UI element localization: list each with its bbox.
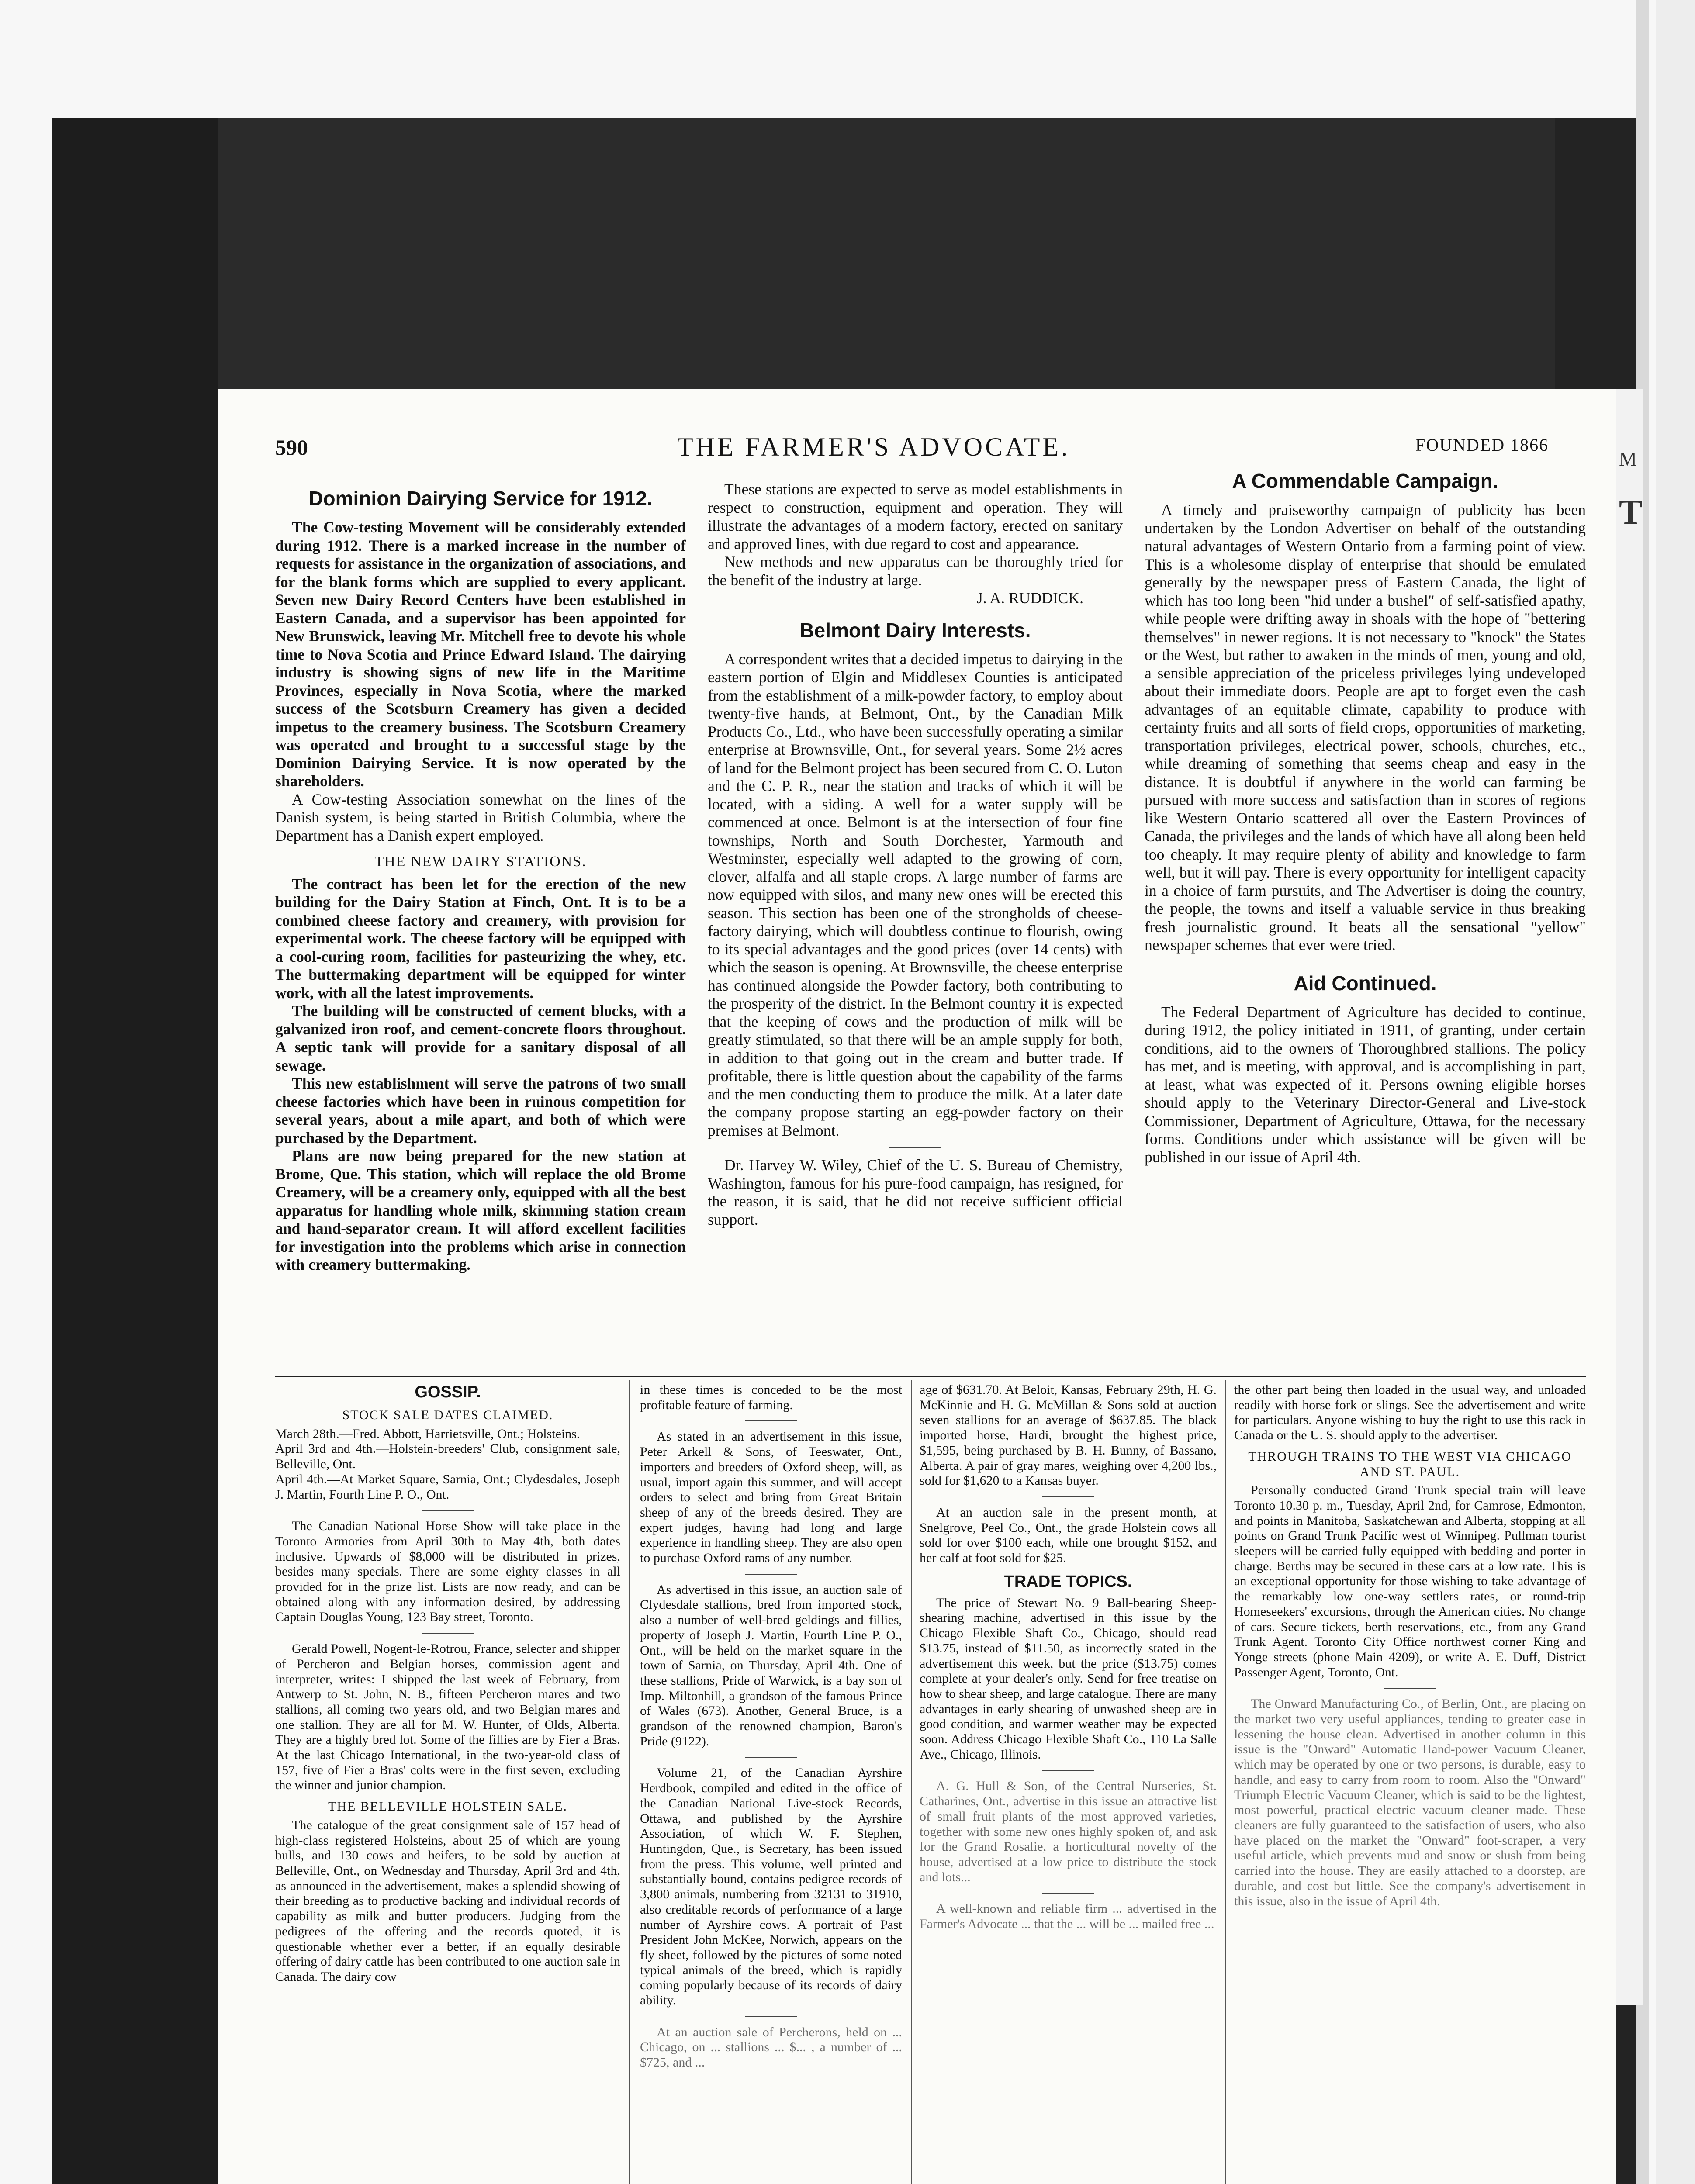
article-paragraph: A well-known and reliable firm ... advertised in the Farmer's Advocate ... that the ... will be ... mailed free ... — [920, 1901, 1217, 1932]
article-belmont-dairy — [708, 480, 1123, 1229]
article-paragraph: At an auction sale in the present month, at Snelgrove, Peel Co., Ont., the grade Holstein cows all sold for over $100 each, while one brought $152, and her calf at foot sold for $25. — [920, 1505, 1217, 1565]
separator-rule — [1042, 1893, 1094, 1894]
film-border-left — [52, 118, 218, 2184]
adjacent-page-fragment — [1616, 389, 1643, 2005]
page-number: 590 — [275, 435, 308, 460]
separator-rule — [745, 1420, 797, 1421]
article-paragraph: Personally conducted Grand Trunk special train will leave Toronto 10.30 p. m., Tuesday, April 2nd, for Camrose, Edmonton, and points in Manitoba, Saskatchewan and Alberta, stopping at all points on Grand Trunk Pacific west of Winnipeg. Pullman tourist sleepers will be carried fully equipped with bedding and porter in charge. Berths may be secured in these cars at a low rate. This is an exceptional opportunity for those wishing to take advantage of the remarkably low one-way settlers rates, or round-trip Homeseekers' excursions, through the American cities. No change of cars. Secure tickets, berth reservations, etc., from any Grand Trunk Agent. Toronto City Office northwest corner King and Yonge streets (phone Main 4209), or write A. E. Duff, District Passenger Agent, Toronto, Ont. — [1234, 1483, 1586, 1679]
section-divider — [275, 1376, 1586, 1377]
separator-rule — [422, 1510, 474, 1511]
article-paragraph: The Onward Manufacturing Co., of Berlin, Ont., are placing on the market two very useful appliances, tending to greater ease in lessening the house clean. Advertised in another column in this issue is the "Onward" Automatic Hand-power Vacuum Cleaner, which may be operated by one or two persons, is durable, easy to handle, and easy to carry from room to room. Also the "Onward" Triumph Electric Vacuum Cleaner, which is said to be the lightest, most powerful, practical electric vacuum cleaner made. These cleaners are fully guaranteed to the satisfaction of users, who also have placed on the market the "Onward" foot-scraper, a very useful article, which prevents mud and snow or slush from being carried into the house. They are easily attached to a doorstep, are durable, and cost but little. See the company's advertisement in this issue, also in the issue of April 4th. — [1234, 1697, 1586, 1908]
adjacent-fragment-2: T — [1619, 493, 1643, 532]
author-signature: J. A. RUDDICK. — [976, 589, 1083, 607]
article-paragraph: The price of Stewart No. 9 Ball-bearing Sheep-shearing machine, advertised in this issue by the Chicago Flexible Shaft Co., Chicago, should read $13.75, instead of $11.50, as incorrectly stated in the advertisement this week, but the price ($13.75) comes complete at your dealer's only. Send for free treatise on how to shear sheep, and large catalogue. There are many advantages in early shearing of unwashed sheep are in good condition, and warmer weather may be expected soon. Address Chicago Flexible Shaft Co., 110 La Salle Ave., Chicago, Illinois. — [920, 1595, 1217, 1762]
article-paragraph: The contract has been let for the erection of the new building for the Dairy Station at Finch, Ont. It is to be a combined cheese factory and creamery, with provision for experimental work. The cheese factory will be equipped with a cool-curing room, facilities for pasteurizing the whey, etc. The buttermaking department will be equipped for winter work, with all the latest improvements. — [275, 875, 686, 1002]
sale-date-item: April 4th.—At Market Square, Sarnia, Ont.; Clydesdales, Joseph J. Martin, Fourth Line P. O., Ont. — [275, 1472, 620, 1502]
article-heading: Aid Continued. — [1294, 971, 1437, 995]
article-paragraph: The Federal Department of Agriculture has decided to continue, during 1912, the policy initiated in 1911, of granting, under certain conditions, aid to the owners of Thoroughbred stallions. The policy has met, and is meeting, with approval, and is accomplishing in part, at least, what was expected of it. Persons owning eligible horses should apply to the Veterinary Director-General and Live-stock Commissioner, Department of Agriculture, Ottawa, for the necessary forms. Conditions under which assistance will be given will be published in our issue of April 4th. — [1145, 1003, 1586, 1166]
newspaper-title: THE FARMER'S ADVOCATE. — [677, 432, 1071, 461]
adjacent-fragment-1: M — [1619, 448, 1637, 470]
article-paragraph: Plans are now being prepared for the new station at Brome, Que. This station, which will replace the old Brome Creamery, will be a creamery only, equipped with all the best apparatus for handling whole milk, skimming station cream and hand-separator cream. It will afford excellent facilities for investigation into the problems which arise in connection with creamery buttermaking. — [275, 1147, 686, 1273]
section-subheading: THE BELLEVILLE HOLSTEIN SALE. — [328, 1799, 567, 1814]
separator-rule — [745, 1574, 797, 1575]
section-subheading: THROUGH TRAINS TO THE WEST VIA CHICAGO AND ST. PAUL. — [1248, 1449, 1572, 1479]
film-border-top — [52, 118, 1634, 389]
article-commendable-campaign — [1145, 470, 1586, 1166]
article-paragraph: This new establishment will serve the patrons of two small cheese factories which have been in ruinous competition for several years, about a mile apart, and both of which were purchased by the Department. — [275, 1075, 686, 1147]
separator-rule — [889, 1147, 941, 1148]
article-heading: Dominion Dairying Service for 1912. — [308, 487, 653, 510]
article-paragraph: The building will be constructed of cement blocks, with a galvanized iron roof, and cement-concrete floors throughout. A septic tank will provide for a sanitary disposal of all sewage. — [275, 1002, 686, 1074]
trade-topics-column — [920, 1382, 1217, 1932]
article-paragraph: A timely and praiseworthy campaign of publicity has been undertaken by the London Advertiser on behalf of the outstanding natural advantages of Western Ontario from a farming point of view. This is a wholesome display of enterprise that should be emulated generally by the newspaper press of Eastern Canada, the light of which has too long been "hid under a bushel" of self-satisfied apathy, while people were drifting away in shoals with the hope of "bettering themselves" in newer regions. It is not necessary to "knock" the States or the West, but rather to awaken in the minds of men, young and old, a sensible appreciation of the priceless privileges lying undeveloped about their immediate doors. People are apt to forget even the cash advantages of an equitable climate, capability to produce with certainty fruits and all sorts of field crops, opportunities of marketing, transportation privileges, electrical power, schools, churches, etc., while dreaming of something that seems cheap and easy in the distance. It is doubtful if anywhere in the world can farming be pursued with more success and satisfaction than in scores of regions like Western Ontario scattered all over the Eastern Provinces of Canada, the privileges and the lands of which have all along been held too cheaply. It may require plenty of ability and knowledge to farm well, but it will pay. There is every opportunity for intelligent capacity in a choice of farm pursuits, and The Advertiser is doing the country, the people, the towns and itself a valuable service in thus breaking fresh journalistic ground. It beats all the sensational "yellow" newspaper schemes that ever were tried. — [1145, 501, 1586, 954]
article-paragraph: Gerald Powell, Nogent-le-Rotrou, France, selecter and shipper of Percheron and Belgian horses, commission agent and interpreter, writes: I shipped the last week of February, from Antwerp to St. John, N. B., fifteen Percheron mares and two stallions, all coming two years old, and two Belgian mares and one stallion. They are all for M. W. Hunter, of Olds, Alberta. They are a highly bred lot. Some of the fillies are by Fier a Bras. At the last Chicago International, in the two-year-old class of 157, five of Fier a Bras' colts were in the first seven, excluding the winner and junior champion. — [275, 1641, 620, 1793]
article-dairying-service — [275, 487, 686, 1274]
article-paragraph: in these times is conceded to be the most profitable feature of farming. — [640, 1382, 902, 1412]
separator-rule — [1042, 1770, 1094, 1771]
article-paragraph: A correspondent writes that a decided impetus to dairying in the eastern portion of Elgin and Middlesex Counties is anticipated from the establishment of a milk-powder factory, to employ about twenty-five hands, at Belmont, Ont., by the Canadian Milk Products Co., Ltd., who have been successfully operating a similar enterprise at Brownsville, Ont., for several years. Some 2½ acres of land for the Belmont project has been secured from C. O. Luton and the C. P. R., near the station and tracks of which it will be located, with a siding. A well for a water supply will be commenced at once. Belmont is at the intersection of four fine townships, North and South Dorchester, Yarmouth and Westminster, especially well adapted to the growing of corn, clover, alfalfa and all staple crops. A large number of farms are now equipped with silos, and many new ones will be erected this season. This section has been one of the strongholds of cheese-factory dairying, which will doubtless continue to flourish, owing to its special advantages and the good prices (over 14 cents) with which the season is opening. At Brownsville, the cheese enterprise has continued alongside the Powder factory, both contributing to the prosperity of the district. In the Belmont country it is expected that the keeping of cows and the production of milk will be greatly stimulated, so that there will be an ample supply for both, in addition to that going out in the cream and butter trade. If profitable, there is little question about the capability of the farms and the men conducting them to produce the milk. At a later date the company propose starting an egg-powder factory on their premises at Belmont. — [708, 650, 1123, 1139]
article-paragraph: The catalogue of the great consignment sale of 157 head of high-class registered Holsteins, about 25 of which are young bulls, and 130 cows and heifers, to be sold by auction at Belleville, Ont., on Wednesday and Thursday, April 3rd and 4th, as announced in the advertisement, makes a splendid showing of their breeding as to productive backing and individual records of capability as milk and butter producers. Judging from the pedigrees of the offering and the records quoted, it is questionable whether ever a better, if an equally desirable offering of dairy cattle has been contributed to one auction sale in Canada. The dairy cow — [275, 1818, 620, 1984]
gossip-column-2 — [640, 1382, 902, 2070]
notices-column — [1234, 1382, 1586, 1909]
column-heading: GOSSIP. — [415, 1383, 481, 1401]
article-heading: Belmont Dairy Interests. — [799, 619, 1031, 642]
section-subheading: STOCK SALE DATES CLAIMED. — [342, 1408, 553, 1422]
article-paragraph: the other part being then loaded in the usual way, and unloaded readily with horse fork or slings. See the advertisement and write for particulars. Anyone wishing to buy the right to use this rack in Canada or the U. S. should apply to the advertiser. — [1234, 1382, 1586, 1443]
separator-rule — [1042, 1496, 1094, 1497]
article-paragraph: As advertised in this issue, an auction sale of Clydesdale stallions, bred from imported stock, also a number of well-bred geldings and fillies, property of Joseph J. Martin, Fourth Line P. O., Ont., will be held on the market square in the town of Sarnia, on Thursday, April 4th. One of these stallions, Pride of Warwick, is a bay son of Imp. Miltonhill, a grandson of the famous Prince of Wales (673). Another, General Bruce, is a grandson of the renowned champion, Baron's Pride (9122). — [640, 1582, 902, 1749]
article-paragraph: At an auction sale of Percherons, held on ... Chicago, on ... stallions ... $... , a number of ... $725, and ... — [640, 2025, 902, 2070]
article-heading: A Commendable Campaign. — [1232, 470, 1498, 492]
separator-rule — [422, 1633, 474, 1634]
sale-date-item: April 3rd and 4th.—Holstein-breeders' Club, consignment sale, Belleville, Ont. — [275, 1441, 620, 1472]
film-strip-right — [1656, 0, 1695, 2184]
column-rule — [1225, 1380, 1226, 2184]
article-paragraph: A. G. Hull & Son, of the Central Nurseries, St. Catharines, Ont., advertise in this issue an attractive list of small fruit plants of the most approved varieties, together with some new ones highly spoken of, and ask for the Grand Rosalie, a horticultural novelty of the house, advertised at a low price to distribute the stock and lots... — [920, 1779, 1217, 1884]
article-paragraph: These stations are expected to serve as model establishments in respect to construction, equipment and operation. They will illustrate the advantages of a modern factory, erected on sanitary and approved lines, with due regard to cost and appearance. — [708, 480, 1123, 553]
column-rule — [911, 1380, 912, 2184]
article-paragraph: Volume 21, of the Canadian Ayrshire Herdbook, compiled and edited in the office of the Canadian National Live-stock Records, Ottawa, and published by the Ayrshire Association, of which W. F. Stephen, Huntingdon, Que., is Secretary, has been issued from the press. This volume, well printed and substantially bound, contains pedigree records of 3,800 animals, numbering from 32131 to 31910, also creditable records of performance of a large number of Ayrshire cows. A portrait of Past President John McKee, Norwich, appears on the fly sheet, followed by the pictures of some noted typical animals of the breed, which is rapidly coming popularly because of its records of dairy ability. — [640, 1766, 902, 2008]
article-paragraph: age of $631.70. At Beloit, Kansas, February 29th, H. G. McKinnie and H. G. McMillan & Sons sold at auction seven stallions for an average of $637.85. The black imported horse, Hardi, brought the highest price, $1,595, being purchased by B. H. Bunny, of Bassano, Alberta. A pair of gray mares, weighing over 4,200 lbs., sold for $1,620 to a Kansas buyer. — [920, 1382, 1217, 1488]
article-paragraph: The Canadian National Horse Show will take place in the Toronto Armories from April 30th to May 4th, both dates inclusive. Upwards of $8,000 will be distributed in prizes, besides many specials. There are some eighty classes in all provided for in the prize list. Lists are now ready, and can be obtained along with any information desired, by addressing Captain Douglas Young, 123 Bay street, Toronto. — [275, 1519, 620, 1624]
article-paragraph: The Cow-testing Movement will be considerably extended during 1912. There is a marked increase in the number of requests for assistance in the organization of associations, and for the blank forms which are supplied to every applicant. Seven new Dairy Record Centers have been established in Eastern Canada, and a supervisor has been appointed for New Brunswick, leaving Mr. Mitchell free to devote his whole time to Nova Scotia and Prince Edward Island. The dairying industry is showing signs of new life in the Maritime Provinces, especially in Nova Scotia, where the marked success of the Scotsburn Creamery has given a decided impetus to the creamery business. The Scotsburn Creamery was operated and brought to a successful stage by the Dominion Dairying Service. It is now operated by the shareholders. — [275, 518, 686, 790]
section-subheading: THE NEW DAIRY STATIONS. — [374, 854, 587, 870]
separator-rule — [745, 2016, 797, 2017]
founded-line: FOUNDED 1866 — [1415, 435, 1549, 455]
article-paragraph: New methods and new apparatus can be thoroughly tried for the benefit of the industry at large. — [708, 553, 1123, 589]
article-paragraph: Dr. Harvey W. Wiley, Chief of the U. S. Bureau of Chemistry, Washington, famous for his pure-food campaign, has resigned, for the reason, it is said, that he did not receive sufficient official support. — [708, 1156, 1123, 1228]
sale-date-item: March 28th.—Fred. Abbott, Harrietsville, Ont.; Holsteins. — [275, 1426, 580, 1441]
article-paragraph: As stated in an advertisement in this issue, Peter Arkell & Sons, of Teeswater, Ont., importers and breeders of Oxford sheep, will, as usual, import again this summer, and will accept orders to select and bring from Great Britain sheep of any of the breeds desired. They are expert judges, having had long and large experience in handling sheep. They are also open to purchase Oxford rams of any number. — [640, 1429, 902, 1565]
article-paragraph: A Cow-testing Association somewhat on the lines of the Danish system, is being started in British Columbia, where the Department has a Danish expert employed. — [275, 790, 686, 844]
page-header — [275, 432, 1586, 465]
separator-rule — [1384, 1688, 1436, 1689]
gossip-column — [275, 1382, 620, 1985]
separator-rule — [745, 1757, 797, 1758]
column-rule — [629, 1380, 630, 2184]
column-heading: TRADE TOPICS. — [1004, 1572, 1132, 1591]
